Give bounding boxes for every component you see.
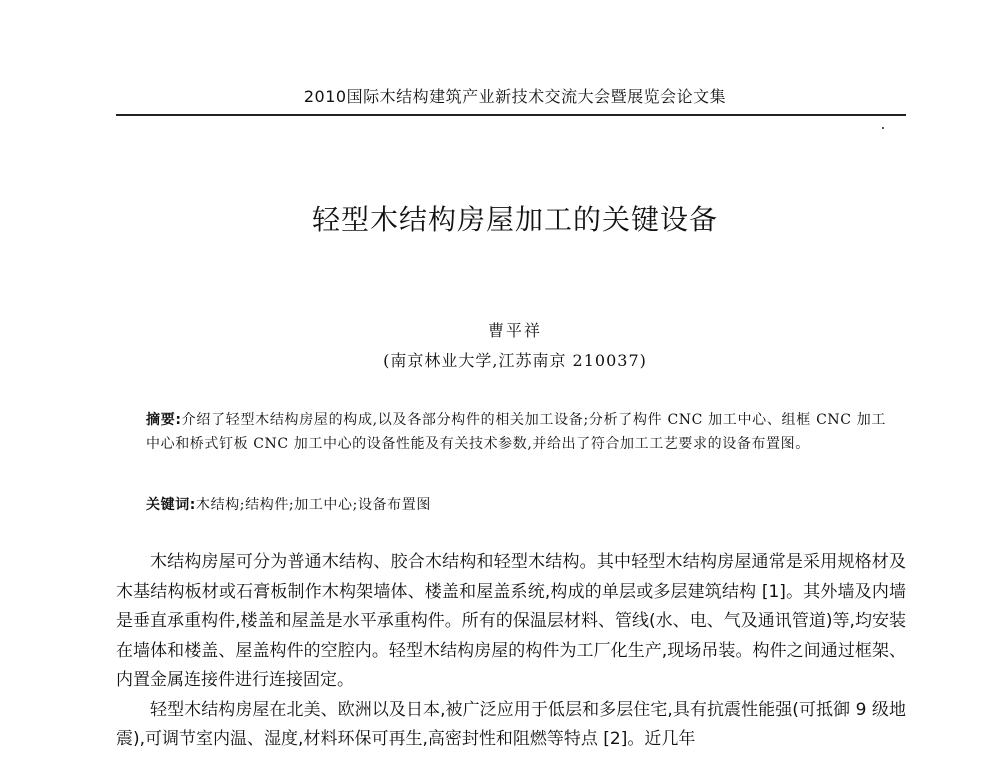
author-affiliation: (南京林业大学,江苏南京 210037): [383, 351, 647, 370]
keywords: [146, 493, 886, 517]
header-rule: [116, 114, 906, 116]
body-paragraph-1: 木结构房屋可分为普通木结构、胶合木结构和轻型木结构。其中轻型木结构房屋通常是采用规格材及木基结构板材或石膏板制作木构架墙体、楼盖和屋盖系统,构成的单层或多层建筑结构 [1]。其外墙及内墙是垂直承重构件,楼盖和屋盖是水平承重构件。所有的保温层材料、管线(水、电、气及通讯管道)等,均安装在墙体和楼盖、屋盖构件的空腔内。轻型木结构房屋的构件为工厂化生产,现场吊装。构件之间通过框架、内置金属连接件进行连接固定。: [116, 552, 906, 690]
body-text: [116, 548, 906, 755]
paper-title: 轻型木结构房屋加工的关键设备: [311, 203, 718, 236]
keywords-label: 关键词:: [146, 497, 196, 513]
scan-speck: [882, 127, 884, 129]
running-header: 2010国际木结构建筑产业新技术交流大会暨展览会论文集: [303, 87, 727, 106]
abstract: [146, 408, 886, 456]
abstract-text: 介绍了轻型木结构房屋的构成,以及各部分构件的相关加工设备;分析了构件 CNC 加工中心、组框 CNC 加工中心和桥式钉板 CNC 加工中心的设备性能及有关技术参数,并给出了符合加工工艺要求的设备布置图。: [146, 412, 886, 452]
keywords-text: 木结构;结构件;加工中心;设备布置图: [196, 497, 431, 513]
body-paragraph-2: 轻型木结构房屋在北美、欧洲以及日本,被广泛应用于低层和多层住宅,具有抗震性能强(可抵御 9 级地震),可调节室内温、湿度,材料环保可再生,高密封性和阻燃等特点 [2]。近几年: [116, 699, 906, 749]
abstract-label: 摘要:: [146, 412, 182, 428]
author-name: 曹平祥: [487, 321, 542, 340]
